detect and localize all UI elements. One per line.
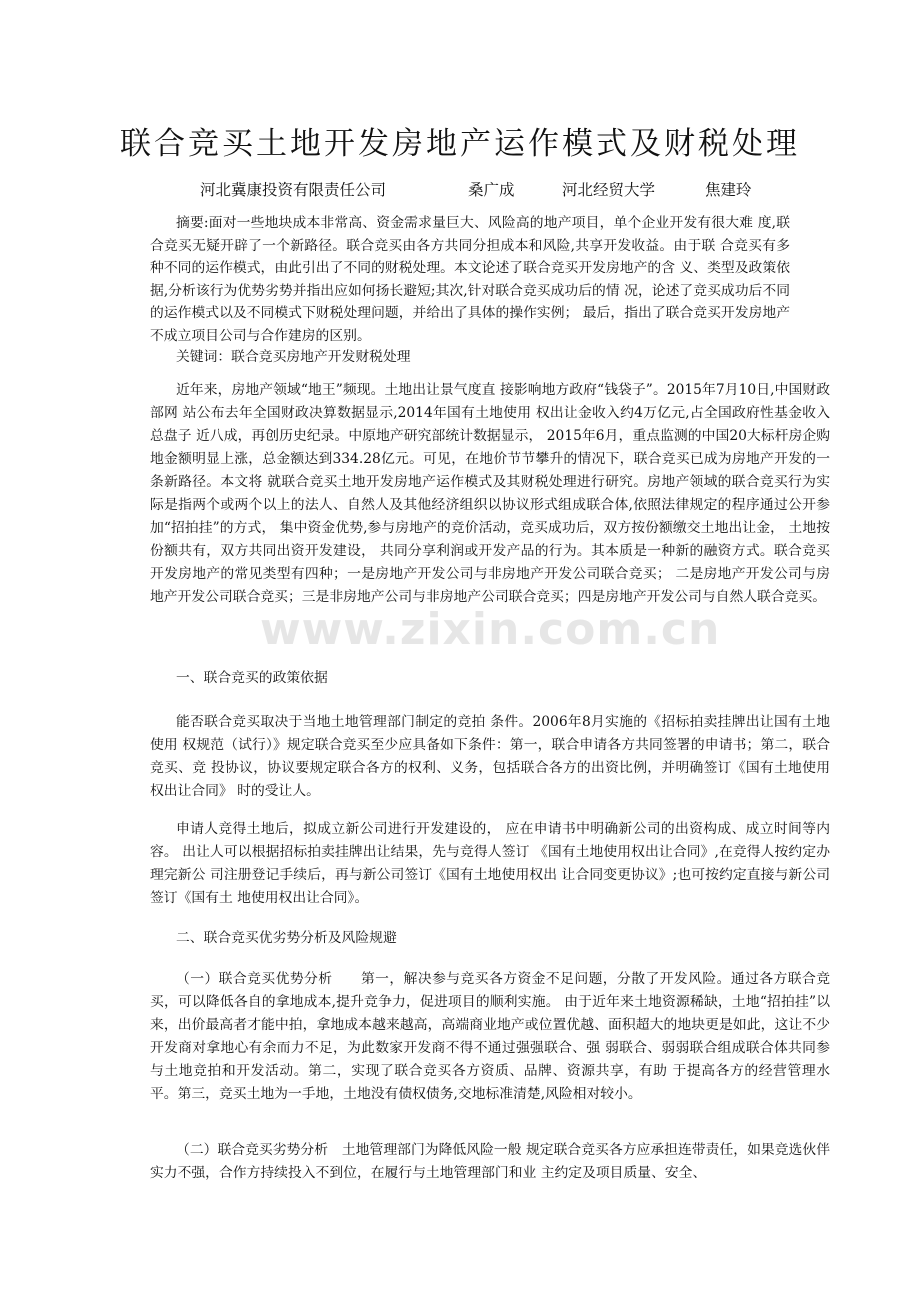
author-organization-2: 河北经贸大学 — [562, 181, 656, 199]
document-title: 联合竞买土地开发房地产运作模式及财税处理 — [120, 126, 800, 162]
author-name-1: 桑广成 — [468, 181, 515, 199]
section-heading-2: 二、联合竞买优劣势分析及风险规避 — [176, 930, 397, 946]
author-name-2: 焦建玲 — [705, 181, 752, 199]
body-paragraph-policy: 能否联合竞买取决于当地土地管理部门制定的竞拍 条件。2006年8月实施的《招标拍卖挂牌出让国有土地使用 权规范（试行）》规定联合竞买至少应具备如下条件：第一，联合申请各方共同签署的申请书；第二，联合竞买、竞 投协议，协议要规定联合各方的权利、义务，包括联合各方的出资比例，并明确签订《国有土地使用权出让合同》 时的受让人。 — [150, 714, 830, 799]
body-paragraph-new-company: 申请人竞得土地后，拟成立新公司进行开发建设的， 应在申请书中明确新公司的出资构成、成立时间等内容。 出让人可以根据招标拍卖挂牌出让结果，先与竞得人签订 《国有土地使用权出让合同》,在竞得人按约定办理完新公 司注册登记手续后，再与新公司签订《国有土地使用权出 让合同变更协议》;也可按约定直接与新公司签订《国有土 地使用权出让合同》。 — [150, 821, 830, 906]
author-line — [200, 178, 840, 204]
body-paragraph-advantages: （一）联合竞买优势分析 第一，解决参与竞买各方资金不足问题，分散了开发风险。通过各方联合竞买，可以降低各自的拿地成本,提升竞争力，促进项目的顺利实施。 由于近年来土地资源稀缺，土地“招拍挂”以来，出价最高者才能中拍，拿地成本越来越高，高端商业地产或位置优越、面积超大的地块更是如此，这让不少开发商对拿地心有余而力不足，为此数家开发商不得不通过强强联合、强 弱联合、弱弱联合组成联合体共同参与土地竞拍和开发活动。第二，实现了联合竞买各方资质、品牌、资源共享，有助 于提高各方的经营管理水平。第三，竞买土地为一手地，土地没有债权债务,交地标准清楚,风险相对较小。 — [150, 971, 830, 1102]
body-paragraph-intro: 近年来，房地产领域“地王”频现。土地出让景气度直 接影响地方政府“钱袋子”。2015年7月10日,中国财政部网 站公布去年全国财政决算数据显示,2014年国有土地使用 权出让金收入约4万亿元,占全国政府性基金收入总盘子 近八成，再创历史纪录。中原地产研究部统计数据显示， 2015年6月，重点监测的中国20大标杆房企购地金额明显上涨，总金额达到334.28亿元。可见，在地价节节攀升的情况下，联合竞买已成为房地产开发的一条新路径。本文将 就联合竞买土地开发房地产运作模式及其财税处理进行研究。房地产领域的联合竞买行为实际是指两个或两个以上的法人、自然人及其他经济组织以协议形式组成联合体,依照法律规定的程序通过公开参加“招拍挂”的方式， 集中资金优势,参与房地产的竞价活动，竞买成功后，双方按份额缴交土地出让金， 土地按份额共有，双方共同出资开发建设， 共同分享利润或开发产品的行为。其本质是一种新的融资方式。联合竞买开发房地产的常见类型有四种；一是房地产开发公司与非房地产开发公司联合竞买； 二是房地产开发公司与房地产开发公司联合竞买；三是非房地产公司与非房地产公司联合竞买；四是房地产开发公司与自然人联合竞买。 — [150, 382, 830, 605]
body-paragraph-disadvantages: （二）联合竞买劣势分析 土地管理部门为降低风险一般 规定联合竞买各方应承担连带责任，如果竞选伙伴实力不强，合作方持续投入不到位，在履行与土地管理部门和业 主约定及项目质量、安全、 — [150, 1142, 830, 1181]
section-heading-1: 一、联合竞买的政策依据 — [176, 670, 328, 686]
abstract: 摘要:面对一些地块成本非常高、资金需求量巨大、风险高的地产项目，单个企业开发有很大难 度,联合竞买无疑开辟了一个新路径。联合竞买由各方共同分担成本和风险,共享开发收益。由于联 合竞买有多种不同的运作模式，由此引出了不同的财税处理。本文论述了联合竞买开发房地产的含 义、类型及政策依据,分析该行为优势劣势并指出应如何扬长避短;其次,针对联合竞买成功后的情 况，论述了竞买成功后不同的运作模式以及不同模式下财税处理问题，并给出了具体的操作实例； 最后，指出了联合竞买开发房地产不成立项目公司与合作建房的区别。 — [150, 215, 790, 344]
watermark: www.zixin.com.cn — [260, 604, 721, 655]
keywords: 关键词：联合竞买房地产开发财税处理 — [176, 349, 411, 365]
author-organization-1: 河北冀康投资有限责任公司 — [200, 181, 387, 199]
